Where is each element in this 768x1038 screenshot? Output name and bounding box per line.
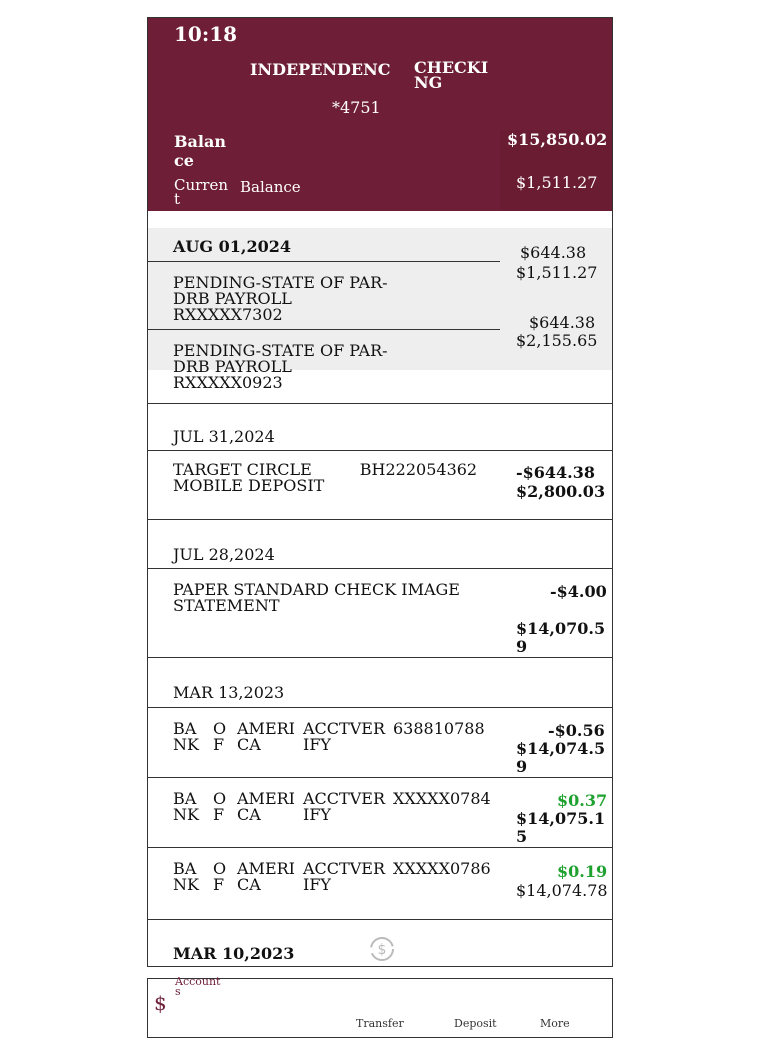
balance-part-2: 9: [516, 637, 528, 656]
desc-word: AMERI: [237, 789, 295, 808]
balance-part-2: 9: [516, 757, 528, 776]
desc-word: CA: [237, 735, 261, 754]
tab-deposit[interactable]: Deposit: [454, 1017, 497, 1030]
transaction-balance: $14,074.78: [516, 881, 608, 900]
desc-word: NK: [173, 735, 199, 754]
transaction-balance: [516, 620, 605, 656]
divider: [148, 777, 613, 778]
transaction-desc-1: PENDING-STATE OF PAR-: [173, 273, 388, 292]
transaction-amount: -$0.56: [548, 721, 605, 740]
transaction-desc-3: RXXXXX0923: [173, 373, 283, 392]
account-number: *4751: [332, 98, 381, 117]
desc-word: AMERI: [237, 719, 295, 738]
balance-amount: $15,850.02: [507, 130, 608, 149]
balance-part-1: $14,074.5: [516, 739, 606, 758]
desc-word: AMERI: [237, 859, 295, 878]
desc-word: NK: [173, 875, 199, 894]
tab-transfer[interactable]: Transfer: [356, 1017, 404, 1030]
account-screen: [147, 17, 613, 967]
transaction-desc-2: MOBILE DEPOSIT: [173, 476, 325, 495]
status-time: 10:18: [174, 22, 238, 46]
tab-accounts[interactable]: Account s: [175, 975, 221, 998]
group-date: JUL 31,2024: [173, 427, 275, 446]
desc-word: F: [213, 735, 225, 754]
divider: [148, 919, 613, 920]
desc-word: IFY: [303, 735, 331, 754]
account-name: INDEPENDENC: [250, 60, 391, 79]
transaction-ref: XXXXX0784: [393, 789, 491, 808]
divider: [148, 329, 500, 330]
account-type: CHECKI NG: [414, 58, 489, 92]
group-date: MAR 10,2023: [173, 944, 295, 963]
transaction-row[interactable]: [173, 791, 499, 823]
desc-word: CA: [237, 805, 261, 824]
group-date: AUG 01,2024: [173, 237, 291, 256]
refresh-dollar-icon[interactable]: [368, 935, 396, 963]
transaction-ref: XXXXX0786: [393, 859, 491, 878]
transaction-amount: -$4.00: [550, 582, 607, 601]
transaction-row[interactable]: [173, 275, 388, 323]
group-date: JUL 28,2024: [173, 545, 275, 564]
bottom-tab-bar: [147, 975, 613, 1038]
desc-word: NK: [173, 805, 199, 824]
group-date: MAR 13,2023: [173, 683, 285, 702]
transaction-row[interactable]: [173, 721, 493, 753]
transaction-amount: $644.38: [520, 243, 587, 262]
desc-word: BA: [173, 859, 197, 878]
transaction-balance: [516, 810, 605, 846]
transaction-amount: -$644.38: [516, 463, 596, 482]
divider: [148, 450, 613, 451]
dollar-icon[interactable]: $: [154, 991, 167, 1015]
transaction-desc-1: PENDING-STATE OF PAR-: [173, 341, 388, 360]
divider: [148, 403, 613, 404]
divider: [148, 568, 613, 569]
transaction-row[interactable]: [173, 462, 477, 494]
account-header: [148, 18, 612, 211]
transaction-desc-2: DRB PAYROLL: [173, 357, 292, 376]
transaction-balance: $1,511.27: [516, 263, 598, 282]
transaction-ref: 638810788: [393, 719, 485, 738]
transaction-row[interactable]: [173, 343, 388, 391]
divider: [148, 657, 613, 658]
balance-part-1: $14,075.1: [516, 809, 606, 828]
current-balance-label-2: Balance: [240, 178, 301, 196]
desc-word: IFY: [303, 805, 331, 824]
current-balance-amount: $1,511.27: [516, 173, 598, 192]
transaction-amount: $0.19: [557, 862, 608, 881]
transaction-desc-1: TARGET CIRCLE: [173, 460, 312, 479]
divider: [148, 519, 613, 520]
transaction-balance: $2,155.65: [516, 331, 598, 350]
current-balance-label-1: Curren t: [174, 176, 229, 208]
transaction-row[interactable]: [173, 582, 460, 614]
tab-more[interactable]: More: [540, 1017, 570, 1030]
transaction-desc-2: DRB PAYROLL: [173, 289, 292, 308]
desc-word: IFY: [303, 875, 331, 894]
transaction-desc-2: STATEMENT: [173, 596, 280, 615]
svg-text:$: $: [377, 942, 387, 958]
desc-word: CA: [237, 875, 261, 894]
transaction-amount: $0.37: [557, 791, 608, 810]
transaction-ref: BH222054362: [359, 460, 478, 479]
desc-word: ACCTVER: [303, 789, 385, 808]
desc-word: O: [213, 789, 227, 808]
transaction-desc-3: RXXXXX7302: [173, 305, 283, 324]
balance-part-2: 5: [516, 827, 528, 846]
desc-word: BA: [173, 719, 197, 738]
desc-word: F: [213, 875, 225, 894]
transaction-balance: [516, 740, 605, 776]
balance-label: Balan ce: [174, 132, 226, 170]
desc-word: O: [213, 859, 227, 878]
desc-word: F: [213, 805, 225, 824]
desc-word: O: [213, 719, 227, 738]
transaction-balance: $2,800.03: [516, 482, 606, 501]
divider: [148, 261, 500, 262]
transaction-row[interactable]: [173, 861, 499, 893]
balance-part-1: $14,070.5: [516, 619, 606, 638]
desc-word: ACCTVER: [303, 859, 385, 878]
transaction-amount: $644.38: [529, 313, 596, 332]
divider: [148, 707, 613, 708]
divider: [148, 847, 613, 848]
desc-word: BA: [173, 789, 197, 808]
desc-word: ACCTVER: [303, 719, 385, 738]
transaction-desc-1: PAPER STANDARD CHECK IMAGE: [173, 580, 460, 599]
